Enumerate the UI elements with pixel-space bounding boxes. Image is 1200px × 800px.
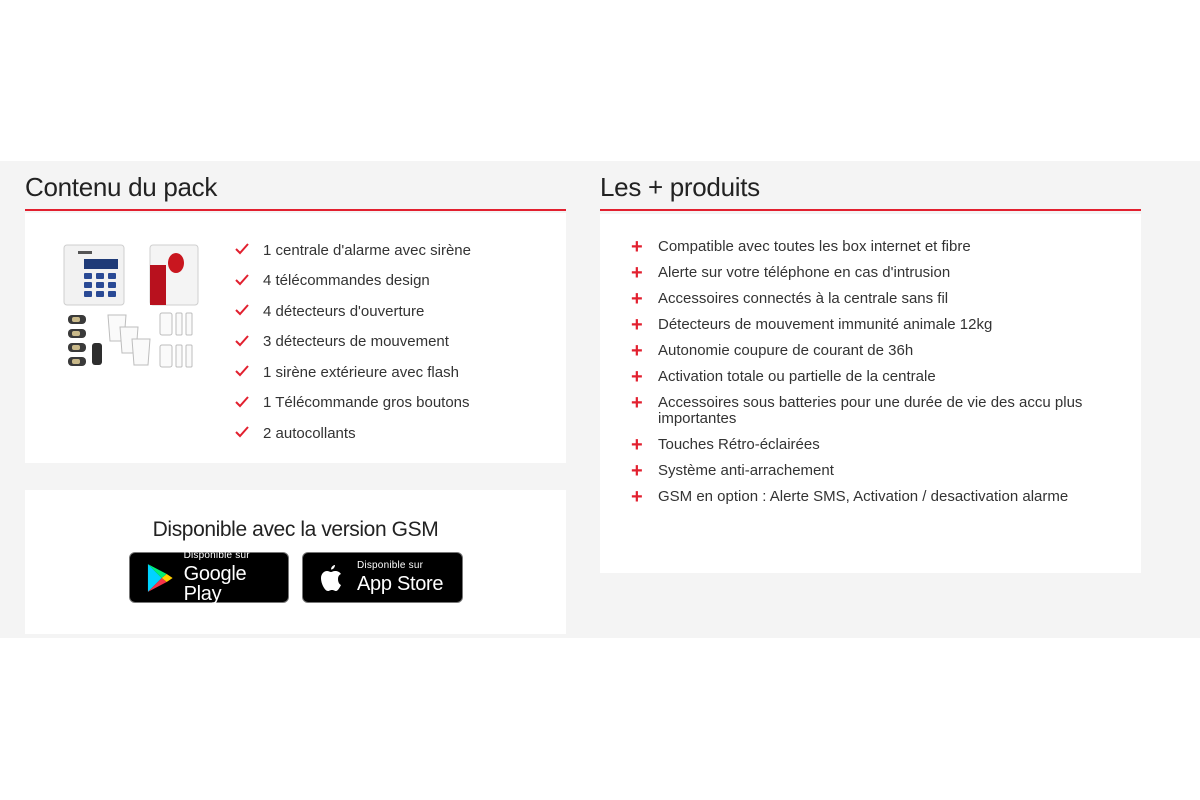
pack-item-label: 1 sirène extérieure avec flash [263, 363, 459, 381]
apple-icon [315, 561, 349, 595]
list-item [631, 338, 1111, 364]
list-item [235, 296, 471, 327]
list-item [235, 357, 471, 388]
pack-item-label: 4 télécommandes design [263, 272, 430, 290]
plus-icon: + [631, 434, 643, 456]
feature-label: Touches Rétro-éclairées [658, 436, 820, 453]
pack-product-image [62, 243, 202, 383]
plus-icon: + [631, 262, 643, 284]
plus-icon: + [631, 392, 643, 414]
check-icon [235, 304, 249, 318]
plus-column [600, 161, 1141, 508]
check-icon [235, 274, 249, 288]
list-item [631, 234, 1111, 260]
feature-label: Autonomie coupure de courant de 36h [658, 342, 914, 359]
plus-icon: + [631, 460, 643, 482]
pack-item-label: 3 détecteurs de mouvement [263, 333, 449, 351]
feature-label: Alerte sur votre téléphone en cas d'intrusion [658, 264, 951, 281]
pack-item-label: 4 détecteurs d'ouverture [263, 302, 425, 320]
app-store-small-label: Disponible sur [357, 560, 424, 571]
plus-section-title: Les + produits [600, 161, 1141, 211]
list-item [235, 418, 471, 449]
check-icon [235, 335, 249, 349]
check-icon [235, 396, 249, 410]
list-item [235, 235, 471, 266]
feature-label: Accessoires connectés à la centrale sans fil [658, 290, 949, 307]
list-item [631, 312, 1111, 338]
list-item [631, 432, 1111, 458]
pack-item-label: 1 centrale d'alarme avec sirène [263, 241, 471, 259]
feature-label: Système anti-arrachement [658, 462, 834, 479]
google-play-big-label: Google Play [183, 563, 247, 605]
pack-card [25, 213, 566, 463]
check-icon [235, 426, 249, 440]
plus-card [600, 214, 1141, 573]
feature-label: Accessoires sous batteries pour une durée de vie des accu plus importantes [658, 394, 1083, 427]
check-icon [235, 243, 249, 257]
list-item [235, 388, 471, 419]
feature-label: Détecteurs de mouvement immunité animale 12kg [658, 316, 993, 333]
plus-icon: + [631, 340, 643, 362]
list-item [631, 260, 1111, 286]
list-item [631, 286, 1111, 312]
plus-icon: + [631, 288, 643, 310]
feature-label: Compatible avec toutes les box internet et fibre [658, 238, 971, 255]
google-play-button[interactable] [129, 552, 289, 603]
list-item [235, 266, 471, 297]
pack-content-list [235, 235, 471, 449]
plus-icon: + [631, 314, 643, 336]
check-icon [235, 365, 249, 379]
list-item [235, 327, 471, 358]
plus-feature-list [631, 234, 1111, 510]
feature-label: Activation totale ou partielle de la centrale [658, 368, 936, 385]
plus-icon: + [631, 236, 643, 258]
list-item [631, 484, 1111, 510]
pack-column [25, 161, 566, 605]
plus-icon: + [631, 366, 643, 388]
feature-label: GSM en option : Alerte SMS, Activation / desactivation alarme [658, 488, 1069, 505]
pack-item-label: 2 autocollants [263, 424, 356, 442]
app-store-big-label: App Store [357, 573, 444, 595]
google-play-icon [142, 561, 176, 595]
pack-item-label: 1 Télécommande gros boutons [263, 394, 470, 412]
plus-icon: + [631, 486, 643, 508]
list-item [631, 390, 1111, 432]
gsm-card [25, 490, 566, 634]
app-store-button[interactable] [302, 552, 463, 603]
list-item [631, 364, 1111, 390]
gsm-title: Disponible avec la version GSM [152, 518, 439, 541]
list-item [631, 458, 1111, 484]
pack-section-title: Contenu du pack [25, 161, 566, 211]
google-play-small-label: Disponible sur [183, 550, 250, 561]
